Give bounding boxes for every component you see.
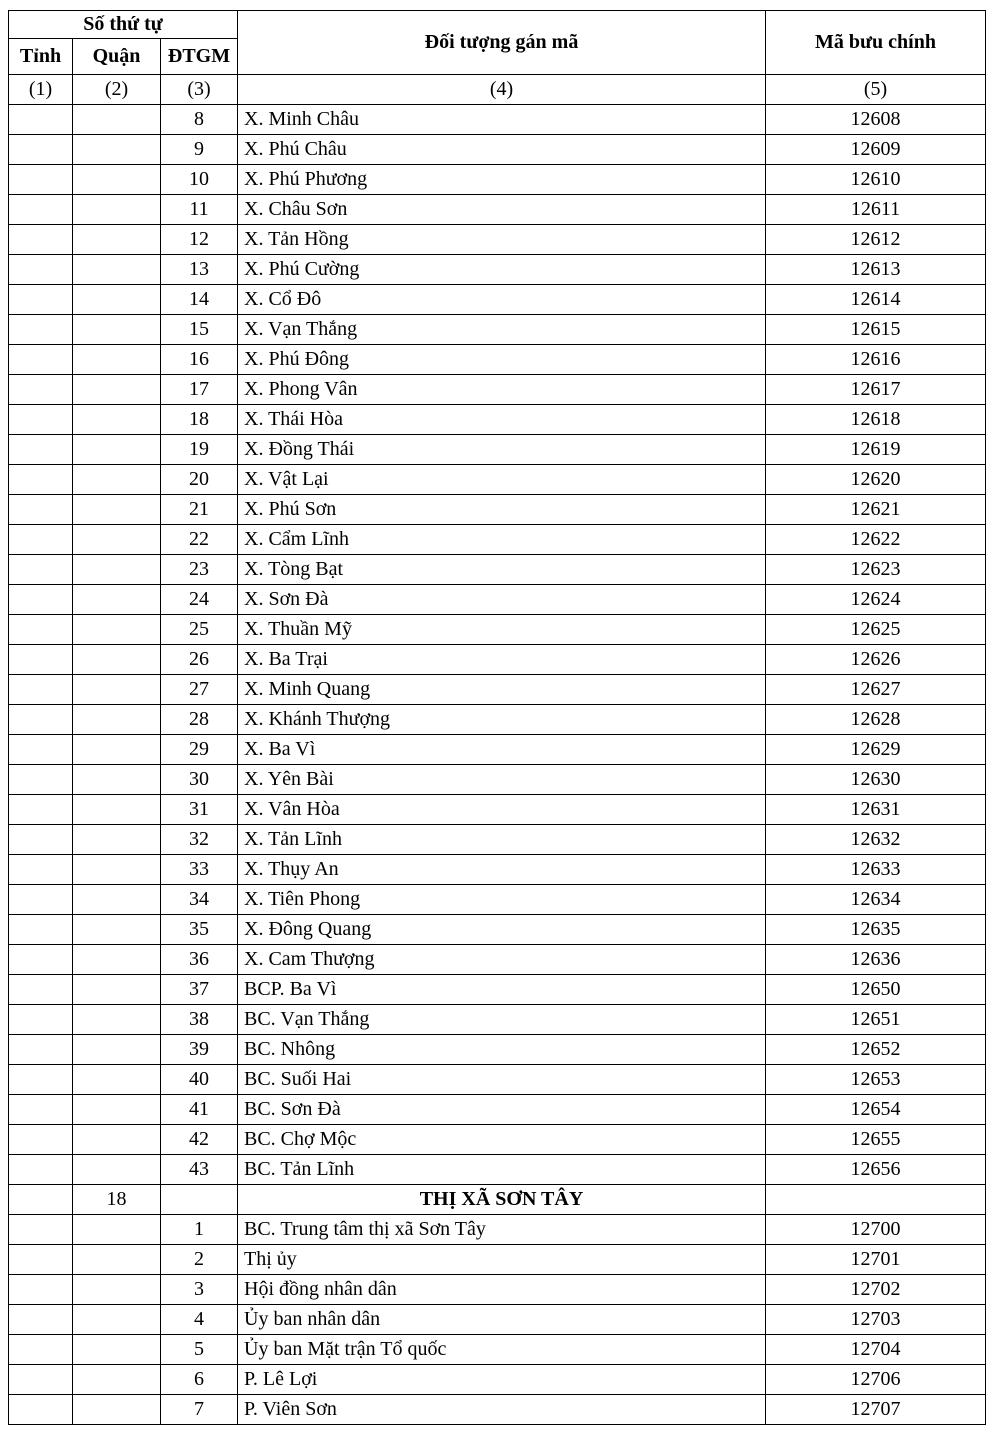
cell-doi-tuong: X. Ba Vì — [238, 735, 766, 765]
cell-quan — [73, 1275, 161, 1305]
table-row — [9, 585, 986, 615]
cell-ma-buu-chinh: 12633 — [766, 855, 986, 885]
cell-ma-buu-chinh: 12702 — [766, 1275, 986, 1305]
cell-ma-buu-chinh: 12706 — [766, 1365, 986, 1395]
cell-doi-tuong: X. Phú Cường — [238, 255, 766, 285]
cell-tinh — [9, 675, 73, 705]
table-row — [9, 735, 986, 765]
cell-quan — [73, 405, 161, 435]
table-body — [9, 105, 986, 1425]
cell-ma-buu-chinh: 12613 — [766, 255, 986, 285]
cell-tinh — [9, 1185, 73, 1215]
cell-dtgm: 14 — [161, 285, 238, 315]
cell-dtgm: 25 — [161, 615, 238, 645]
cell-dtgm: 16 — [161, 345, 238, 375]
cell-ma-buu-chinh: 12656 — [766, 1155, 986, 1185]
table-row — [9, 615, 986, 645]
cell-doi-tuong: Ủy ban Mặt trận Tổ quốc — [238, 1335, 766, 1365]
cell-quan — [73, 825, 161, 855]
header-ma-buu-chinh: Mã bưu chính — [766, 11, 986, 75]
cell-dtgm: 34 — [161, 885, 238, 915]
cell-doi-tuong: X. Đồng Thái — [238, 435, 766, 465]
table-row — [9, 195, 986, 225]
cell-tinh — [9, 825, 73, 855]
cell-quan — [73, 765, 161, 795]
table-row — [9, 405, 986, 435]
table-row — [9, 975, 986, 1005]
cell-doi-tuong: BC. Tản Lĩnh — [238, 1155, 766, 1185]
cell-quan — [73, 285, 161, 315]
cell-ma-buu-chinh: 12653 — [766, 1065, 986, 1095]
cell-quan — [73, 915, 161, 945]
cell-tinh — [9, 1155, 73, 1185]
cell-quan — [73, 705, 161, 735]
cell-dtgm: 17 — [161, 375, 238, 405]
table-row — [9, 105, 986, 135]
cell-doi-tuong: X. Tản Hồng — [238, 225, 766, 255]
cell-quan — [73, 525, 161, 555]
cell-quan — [73, 1155, 161, 1185]
cell-dtgm: 18 — [161, 405, 238, 435]
cell-tinh — [9, 225, 73, 255]
cell-dtgm: 9 — [161, 135, 238, 165]
cell-ma-buu-chinh: 12635 — [766, 915, 986, 945]
cell-doi-tuong: BCP. Ba Vì — [238, 975, 766, 1005]
cell-ma-buu-chinh: 12707 — [766, 1395, 986, 1425]
table-row — [9, 645, 986, 675]
cell-ma-buu-chinh: 12612 — [766, 225, 986, 255]
table-row — [9, 825, 986, 855]
cell-tinh — [9, 1245, 73, 1275]
cell-ma-buu-chinh: 12623 — [766, 555, 986, 585]
cell-dtgm: 22 — [161, 525, 238, 555]
cell-dtgm: 37 — [161, 975, 238, 1005]
cell-dtgm: 30 — [161, 765, 238, 795]
table-row — [9, 885, 986, 915]
header-so-thu-tu: Số thứ tự — [9, 11, 238, 39]
cell-tinh — [9, 885, 73, 915]
table-row — [9, 855, 986, 885]
cell-quan — [73, 165, 161, 195]
cell-doi-tuong: X. Minh Châu — [238, 105, 766, 135]
cell-quan — [73, 465, 161, 495]
cell-ma-buu-chinh: 12632 — [766, 825, 986, 855]
cell-doi-tuong: BC. Vạn Thắng — [238, 1005, 766, 1035]
cell-ma-buu-chinh: 12618 — [766, 405, 986, 435]
column-index-5: (5) — [766, 75, 986, 105]
cell-ma-buu-chinh: 12703 — [766, 1305, 986, 1335]
cell-quan — [73, 375, 161, 405]
cell-dtgm: 7 — [161, 1395, 238, 1425]
cell-ma-buu-chinh: 12700 — [766, 1215, 986, 1245]
cell-doi-tuong: X. Cam Thượng — [238, 945, 766, 975]
cell-dtgm: 42 — [161, 1125, 238, 1155]
cell-dtgm: 6 — [161, 1365, 238, 1395]
cell-dtgm: 2 — [161, 1245, 238, 1275]
table-row — [9, 915, 986, 945]
cell-ma-buu-chinh: 12655 — [766, 1125, 986, 1155]
cell-doi-tuong: BC. Trung tâm thị xã Sơn Tây — [238, 1215, 766, 1245]
cell-dtgm: 10 — [161, 165, 238, 195]
column-index-4: (4) — [238, 75, 766, 105]
table-row — [9, 795, 986, 825]
cell-ma-buu-chinh: 12650 — [766, 975, 986, 1005]
cell-doi-tuong: X. Vân Hòa — [238, 795, 766, 825]
cell-doi-tuong: X. Vạn Thắng — [238, 315, 766, 345]
cell-quan — [73, 1305, 161, 1335]
cell-ma-buu-chinh: 12617 — [766, 375, 986, 405]
cell-tinh — [9, 1305, 73, 1335]
cell-dtgm: 40 — [161, 1065, 238, 1095]
cell-quan — [73, 1095, 161, 1125]
cell-quan — [73, 1365, 161, 1395]
cell-tinh — [9, 705, 73, 735]
cell-tinh — [9, 1095, 73, 1125]
cell-tinh — [9, 1065, 73, 1095]
table-row — [9, 1065, 986, 1095]
cell-tinh — [9, 945, 73, 975]
cell-tinh — [9, 855, 73, 885]
cell-ma-buu-chinh: 12628 — [766, 705, 986, 735]
cell-quan — [73, 945, 161, 975]
cell-tinh — [9, 645, 73, 675]
cell-doi-tuong: X. Cẩm Lĩnh — [238, 525, 766, 555]
cell-ma-buu-chinh: 12608 — [766, 105, 986, 135]
cell-doi-tuong: X. Phong Vân — [238, 375, 766, 405]
column-index-1: (1) — [9, 75, 73, 105]
cell-tinh — [9, 255, 73, 285]
cell-tinh — [9, 435, 73, 465]
cell-doi-tuong: X. Vật Lại — [238, 465, 766, 495]
cell-tinh — [9, 615, 73, 645]
cell-doi-tuong: X. Phú Sơn — [238, 495, 766, 525]
table-row — [9, 525, 986, 555]
cell-tinh — [9, 585, 73, 615]
cell-doi-tuong: X. Tiên Phong — [238, 885, 766, 915]
cell-doi-tuong: X. Cổ Đô — [238, 285, 766, 315]
cell-quan — [73, 135, 161, 165]
cell-quan — [73, 315, 161, 345]
table-row — [9, 1005, 986, 1035]
cell-doi-tuong: P. Lê Lợi — [238, 1365, 766, 1395]
table-row — [9, 555, 986, 585]
cell-quan — [73, 195, 161, 225]
cell-doi-tuong: BC. Sơn Đà — [238, 1095, 766, 1125]
table-row — [9, 375, 986, 405]
cell-ma-buu-chinh: 12622 — [766, 525, 986, 555]
column-index-2: (2) — [73, 75, 161, 105]
table-row — [9, 1245, 986, 1275]
cell-tinh — [9, 765, 73, 795]
cell-dtgm: 15 — [161, 315, 238, 345]
cell-ma-buu-chinh: 12631 — [766, 795, 986, 825]
cell-tinh — [9, 375, 73, 405]
cell-doi-tuong: X. Thái Hòa — [238, 405, 766, 435]
cell-ma-buu-chinh: 12614 — [766, 285, 986, 315]
cell-dtgm: 27 — [161, 675, 238, 705]
cell-quan — [73, 435, 161, 465]
table-row — [9, 1365, 986, 1395]
cell-dtgm: 39 — [161, 1035, 238, 1065]
cell-doi-tuong: Ủy ban nhân dân — [238, 1305, 766, 1335]
cell-ma-buu-chinh: 12625 — [766, 615, 986, 645]
table-row — [9, 345, 986, 375]
cell-dtgm: 3 — [161, 1275, 238, 1305]
cell-quan — [73, 855, 161, 885]
cell-dtgm: 12 — [161, 225, 238, 255]
cell-tinh — [9, 1125, 73, 1155]
cell-doi-tuong: X. Thụy An — [238, 855, 766, 885]
table-row — [9, 255, 986, 285]
cell-tinh — [9, 465, 73, 495]
cell-ma-buu-chinh: 12611 — [766, 195, 986, 225]
cell-tinh — [9, 345, 73, 375]
table-row — [9, 285, 986, 315]
cell-dtgm: 35 — [161, 915, 238, 945]
cell-ma-buu-chinh: 12626 — [766, 645, 986, 675]
postal-code-table — [8, 10, 986, 1425]
cell-doi-tuong: Thị ủy — [238, 1245, 766, 1275]
cell-tinh — [9, 1215, 73, 1245]
table-row — [9, 675, 986, 705]
cell-quan — [73, 345, 161, 375]
cell-ma-buu-chinh: 12624 — [766, 585, 986, 615]
cell-doi-tuong: X. Đông Quang — [238, 915, 766, 945]
cell-doi-tuong: X. Minh Quang — [238, 675, 766, 705]
cell-dtgm: 21 — [161, 495, 238, 525]
cell-quan — [73, 1335, 161, 1365]
section-row — [9, 1185, 986, 1215]
table-row — [9, 1275, 986, 1305]
table-row — [9, 165, 986, 195]
cell-dtgm: 33 — [161, 855, 238, 885]
cell-dtgm: 29 — [161, 735, 238, 765]
table-row — [9, 1335, 986, 1365]
table-row — [9, 1095, 986, 1125]
cell-dtgm: 1 — [161, 1215, 238, 1245]
cell-quan — [73, 795, 161, 825]
cell-tinh — [9, 795, 73, 825]
cell-dtgm: 26 — [161, 645, 238, 675]
cell-quan — [73, 225, 161, 255]
cell-doi-tuong: Hội đồng nhân dân — [238, 1275, 766, 1305]
table-row — [9, 1395, 986, 1425]
cell-tinh — [9, 915, 73, 945]
cell-tinh — [9, 315, 73, 345]
cell-dtgm: 5 — [161, 1335, 238, 1365]
cell-dtgm: 43 — [161, 1155, 238, 1185]
cell-tinh — [9, 975, 73, 1005]
cell-dtgm: 11 — [161, 195, 238, 225]
cell-doi-tuong: X. Khánh Thượng — [238, 705, 766, 735]
cell-quan — [73, 885, 161, 915]
cell-ma-buu-chinh: 12621 — [766, 495, 986, 525]
header-quan: Quận — [73, 39, 161, 75]
cell-dtgm: 13 — [161, 255, 238, 285]
cell-dtgm: 20 — [161, 465, 238, 495]
cell-doi-tuong: X. Ba Trại — [238, 645, 766, 675]
header-group-row — [9, 11, 986, 39]
table-row — [9, 945, 986, 975]
cell-quan — [73, 1215, 161, 1245]
cell-tinh — [9, 1395, 73, 1425]
cell-quan — [73, 615, 161, 645]
table-row — [9, 435, 986, 465]
cell-ma-buu-chinh: 12620 — [766, 465, 986, 495]
cell-doi-tuong: BC. Suối Hai — [238, 1065, 766, 1095]
cell-doi-tuong: X. Thuần Mỹ — [238, 615, 766, 645]
cell-quan — [73, 675, 161, 705]
cell-quan — [73, 1395, 161, 1425]
cell-doi-tuong: X. Tản Lĩnh — [238, 825, 766, 855]
header-dtgm: ĐTGM — [161, 39, 238, 75]
cell-ma-buu-chinh: 12627 — [766, 675, 986, 705]
table-header — [9, 11, 986, 105]
cell-dtgm: 31 — [161, 795, 238, 825]
cell-tinh — [9, 405, 73, 435]
table-row — [9, 705, 986, 735]
cell-quan — [73, 1005, 161, 1035]
cell-tinh — [9, 555, 73, 585]
cell-tinh — [9, 135, 73, 165]
cell-ma-buu-chinh — [766, 1185, 986, 1215]
table-row — [9, 1305, 986, 1335]
cell-quan — [73, 1125, 161, 1155]
cell-dtgm: 32 — [161, 825, 238, 855]
cell-tinh — [9, 495, 73, 525]
cell-doi-tuong: X. Phú Phương — [238, 165, 766, 195]
cell-quan — [73, 1245, 161, 1275]
cell-quan — [73, 555, 161, 585]
cell-ma-buu-chinh: 12629 — [766, 735, 986, 765]
cell-dtgm: 41 — [161, 1095, 238, 1125]
cell-tinh — [9, 1365, 73, 1395]
cell-doi-tuong: X. Tòng Bạt — [238, 555, 766, 585]
cell-dtgm: 23 — [161, 555, 238, 585]
cell-dtgm: 8 — [161, 105, 238, 135]
cell-dtgm: 19 — [161, 435, 238, 465]
table-row — [9, 765, 986, 795]
cell-ma-buu-chinh: 12609 — [766, 135, 986, 165]
cell-ma-buu-chinh: 12651 — [766, 1005, 986, 1035]
cell-dtgm: 38 — [161, 1005, 238, 1035]
cell-doi-tuong: X. Châu Sơn — [238, 195, 766, 225]
cell-dtgm: 36 — [161, 945, 238, 975]
cell-quan — [73, 585, 161, 615]
table-row — [9, 135, 986, 165]
cell-ma-buu-chinh: 12634 — [766, 885, 986, 915]
cell-ma-buu-chinh: 12619 — [766, 435, 986, 465]
cell-ma-buu-chinh: 12701 — [766, 1245, 986, 1275]
cell-tinh — [9, 1275, 73, 1305]
cell-doi-tuong: X. Phú Châu — [238, 135, 766, 165]
cell-quan — [73, 255, 161, 285]
cell-ma-buu-chinh: 12610 — [766, 165, 986, 195]
cell-ma-buu-chinh: 12615 — [766, 315, 986, 345]
table-row — [9, 1035, 986, 1065]
cell-doi-tuong: P. Viên Sơn — [238, 1395, 766, 1425]
column-index-3: (3) — [161, 75, 238, 105]
table-row — [9, 495, 986, 525]
cell-quan — [73, 645, 161, 675]
cell-ma-buu-chinh: 12630 — [766, 765, 986, 795]
cell-doi-tuong: BC. Nhông — [238, 1035, 766, 1065]
cell-ma-buu-chinh: 12704 — [766, 1335, 986, 1365]
cell-quan — [73, 495, 161, 525]
cell-ma-buu-chinh: 12616 — [766, 345, 986, 375]
cell-tinh — [9, 525, 73, 555]
cell-dtgm: 4 — [161, 1305, 238, 1335]
cell-dtgm: 24 — [161, 585, 238, 615]
cell-doi-tuong: BC. Chợ Mộc — [238, 1125, 766, 1155]
cell-tinh — [9, 105, 73, 135]
table-row — [9, 465, 986, 495]
table-row — [9, 1125, 986, 1155]
table-row — [9, 1155, 986, 1185]
cell-tinh — [9, 735, 73, 765]
cell-doi-tuong: X. Sơn Đà — [238, 585, 766, 615]
cell-quan — [73, 735, 161, 765]
table-row — [9, 1215, 986, 1245]
table-row — [9, 225, 986, 255]
cell-tinh — [9, 1035, 73, 1065]
cell-doi-tuong: X. Yên Bài — [238, 765, 766, 795]
cell-quan — [73, 105, 161, 135]
header-tinh: Tỉnh — [9, 39, 73, 75]
table-row — [9, 315, 986, 345]
cell-doi-tuong: THỊ XÃ SƠN TÂY — [238, 1185, 766, 1215]
cell-quan — [73, 1035, 161, 1065]
cell-quan — [73, 1065, 161, 1095]
header-doi-tuong-gan-ma: Đối tượng gán mã — [238, 11, 766, 75]
cell-tinh — [9, 285, 73, 315]
cell-doi-tuong: X. Phú Đông — [238, 345, 766, 375]
cell-tinh — [9, 1335, 73, 1365]
column-index-row — [9, 75, 986, 105]
cell-quan — [73, 975, 161, 1005]
cell-tinh — [9, 1005, 73, 1035]
cell-dtgm — [161, 1185, 238, 1215]
cell-ma-buu-chinh: 12636 — [766, 945, 986, 975]
cell-ma-buu-chinh: 12654 — [766, 1095, 986, 1125]
cell-dtgm: 28 — [161, 705, 238, 735]
cell-quan: 18 — [73, 1185, 161, 1215]
cell-tinh — [9, 165, 73, 195]
cell-tinh — [9, 195, 73, 225]
cell-ma-buu-chinh: 12652 — [766, 1035, 986, 1065]
